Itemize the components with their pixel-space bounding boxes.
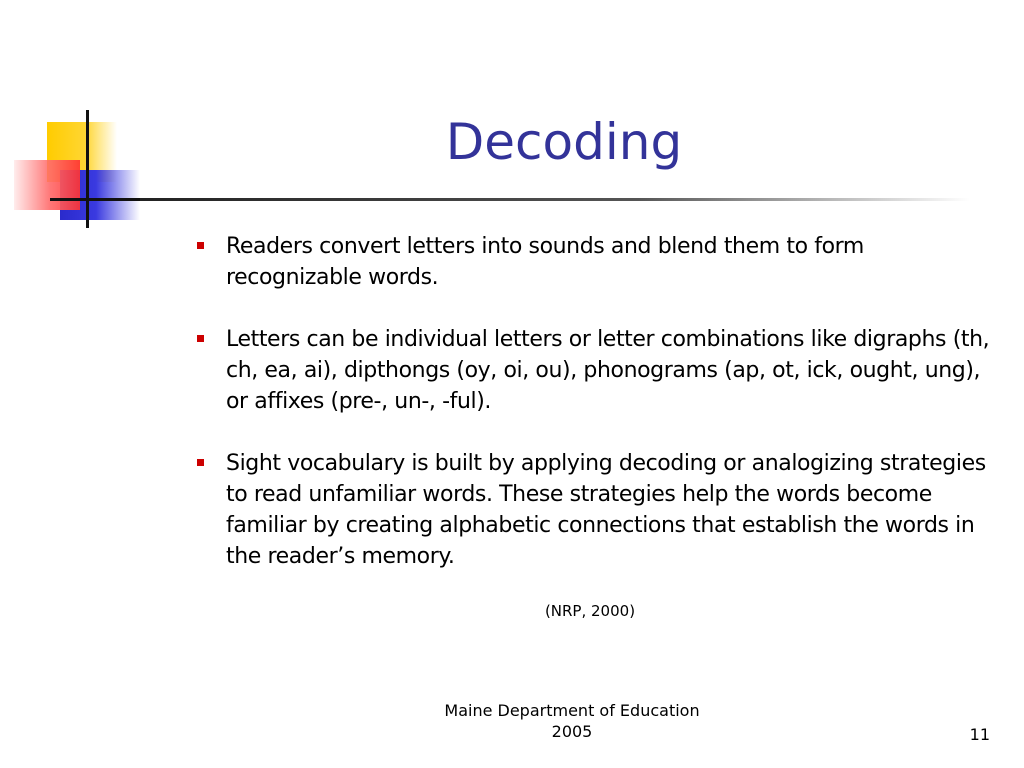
footer (400, 700, 744, 742)
bullet-text: Sight vocabulary is built by applying decoding or analogizing strategies to read unfamiliar words. These strategies help the words become familiar by creating alphabetic connections that establish the words in the reader’s memory. (226, 451, 986, 569)
bullet-item (196, 324, 996, 417)
footer-year: 2005 (551, 722, 593, 741)
title-underline (140, 198, 970, 201)
logo-vertical-line (86, 110, 89, 228)
bullet-text: Readers convert letters into sounds and blend them to form recognizable words. (226, 234, 864, 290)
bullet-icon (197, 242, 204, 249)
page-number: 11 (969, 725, 990, 744)
corner-logo (0, 0, 160, 240)
bullet-item (196, 231, 996, 293)
citation: (NRP, 2000) (544, 602, 636, 620)
footer-organization: Maine Department of Education (444, 701, 700, 720)
bullet-text: Letters can be individual letters or letter combinations like digraphs (th, ch, ea, ai), dipthongs (oy, oi, ou), phonograms (ap, ot, ick, ought, ung), or affixes (pre-, un-, -ful). (226, 327, 990, 414)
logo-red-square (14, 160, 80, 210)
bullet-icon (197, 459, 204, 466)
bullet-list (196, 231, 996, 603)
bullet-item (196, 448, 996, 572)
bullet-icon (197, 335, 204, 342)
slide-title: Decoding (445, 113, 683, 171)
logo-horizontal-line (50, 198, 150, 201)
